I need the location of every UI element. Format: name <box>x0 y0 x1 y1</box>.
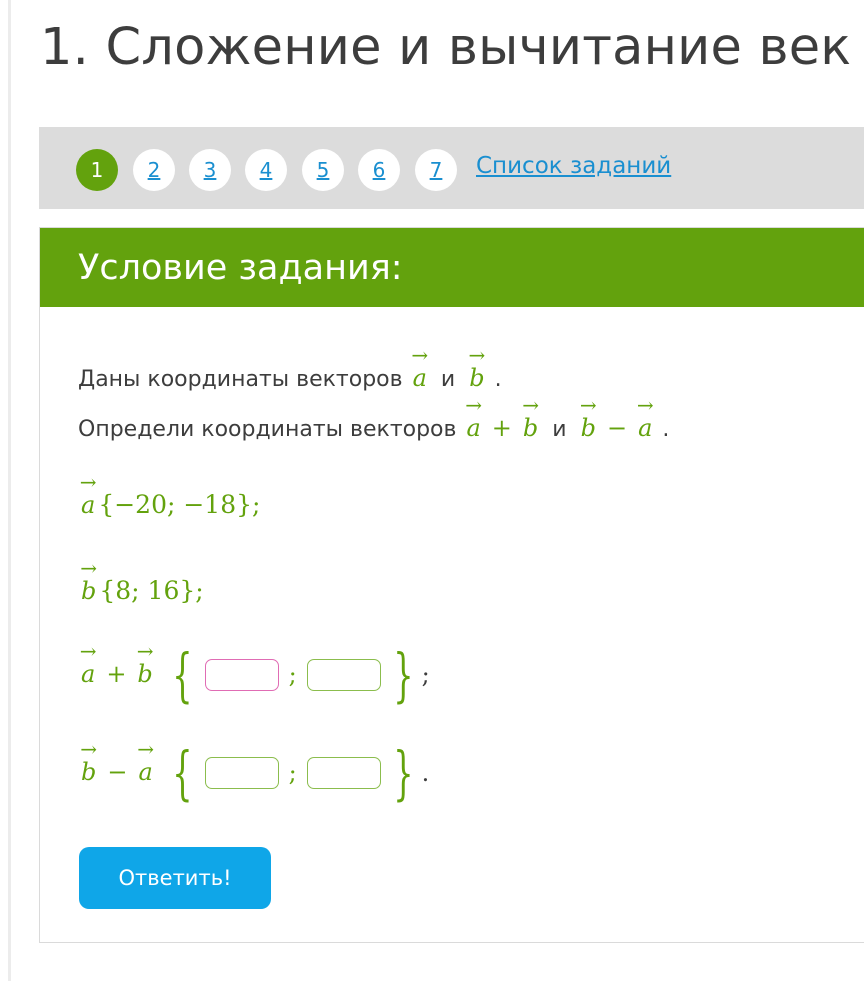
vector-b: → b <box>80 556 98 605</box>
page-link-5[interactable]: 5 <box>302 149 344 191</box>
intro-text: Даны координаты векторов <box>78 367 403 392</box>
diff-x-input[interactable] <box>205 757 279 789</box>
vector-b: → b <box>136 638 154 688</box>
open-brace: { <box>172 739 193 807</box>
vector-b-coordinates <box>78 556 204 605</box>
close-brace: } <box>393 739 414 807</box>
vector-a: → a <box>79 638 97 688</box>
page-link-7[interactable]: 7 <box>415 149 457 191</box>
task-card <box>39 227 864 943</box>
semicolon: ; <box>288 661 297 689</box>
diff-tail: . <box>421 759 430 787</box>
vector-a: → a <box>465 393 483 442</box>
diff-y-input[interactable] <box>307 757 381 789</box>
sum-y-input[interactable] <box>307 659 381 691</box>
and-word: и <box>440 367 456 392</box>
semicolon: ; <box>288 759 297 787</box>
b-coords-value: {8; 16}; <box>99 576 204 605</box>
a-coords-value: {−20; −18}; <box>98 490 261 519</box>
minus-sign: − <box>107 757 128 786</box>
vector-a: → a <box>411 343 429 392</box>
question-period: . <box>662 417 670 442</box>
close-brace: } <box>393 641 414 709</box>
vector-a: → a <box>79 470 97 519</box>
task-pager <box>39 127 864 209</box>
vector-b: → b <box>468 343 486 392</box>
intro-line <box>78 343 502 392</box>
vector-b: → b <box>522 393 539 442</box>
page-link-3[interactable]: 3 <box>189 149 231 191</box>
task-list-link[interactable]: Список заданий <box>476 153 672 179</box>
vector-a: → a <box>636 393 654 442</box>
sum-answer-row <box>78 638 430 709</box>
plus-sign: + <box>491 414 512 442</box>
page-link-1[interactable]: 1 <box>76 149 118 191</box>
task-card-header <box>40 228 864 307</box>
page-title: 1. Сложение и вычитание век <box>40 18 852 77</box>
sum-tail: ; <box>421 661 430 689</box>
left-rule <box>8 0 11 981</box>
page-link-2[interactable]: 2 <box>133 149 175 191</box>
page-link-6[interactable]: 6 <box>358 149 400 191</box>
and-word: и <box>552 417 567 442</box>
task-heading: Условие задания: <box>78 248 403 288</box>
plus-sign: + <box>106 659 127 688</box>
difference-answer-row <box>78 736 430 807</box>
open-brace: { <box>172 641 193 709</box>
page-link-4[interactable]: 4 <box>245 149 287 191</box>
vector-b: → b <box>579 393 597 442</box>
sum-x-input[interactable] <box>205 659 279 691</box>
vector-b: → b <box>80 736 98 786</box>
question-line <box>78 393 670 442</box>
question-text: Определи координаты векторов <box>78 417 457 442</box>
submit-answer-button[interactable]: Ответить! <box>79 847 271 909</box>
vector-a-coordinates <box>78 470 261 519</box>
vector-a: → a <box>137 736 155 786</box>
intro-period: . <box>494 367 502 392</box>
minus-sign: − <box>606 414 628 442</box>
